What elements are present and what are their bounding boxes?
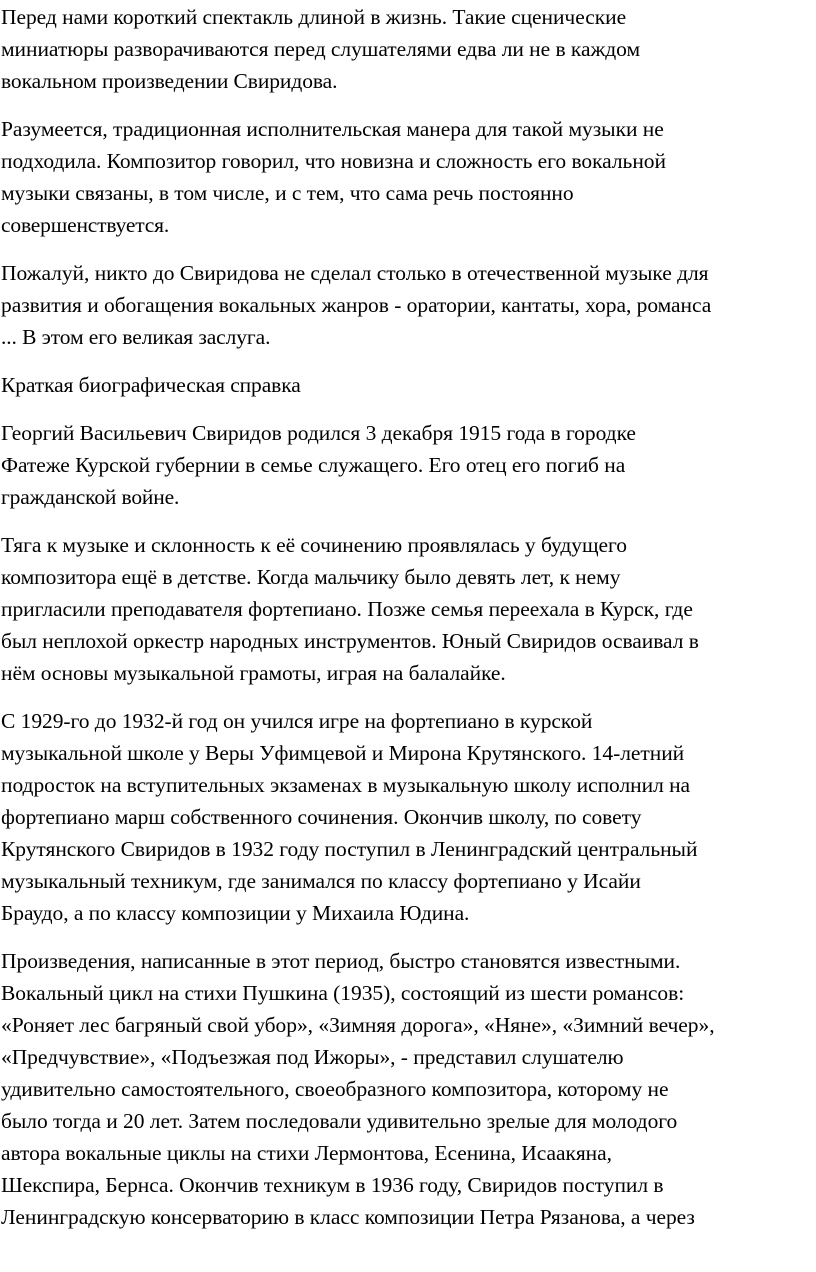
paragraph-early-works	[1, 945, 816, 1233]
text-line: развития и обогащения вокальных жанров - оратории, кантаты, хора, романса	[1, 293, 712, 317]
text-line: ... В этом его великая заслуга.	[1, 325, 271, 349]
paragraph-performance-manner	[1, 113, 816, 241]
paragraph-gap	[1, 689, 816, 705]
text-line: автора вокальные циклы на стихи Лермонтова, Есенина, Исаакяна,	[1, 1141, 612, 1165]
text-line: композитора ещё в детстве. Когда мальчику было девять лет, к нему	[1, 565, 621, 589]
text-line: Разумеется, традиционная исполнительская манера для такой музыки не	[1, 117, 664, 141]
paragraph-gap	[1, 353, 816, 369]
text-line: было тогда и 20 лет. Затем последовали удивительно зрелые для молодого	[1, 1109, 678, 1133]
text-line: Краткая биографическая справка	[1, 373, 301, 397]
text-line: подходила. Композитор говорил, что новизна и сложность его вокальной	[1, 149, 666, 173]
text-line: совершенствуется.	[1, 213, 170, 237]
text-line: миниатюры разворачиваются перед слушателями едва ли не в каждом	[1, 37, 641, 61]
text-line: пригласили преподавателя фортепиано. Позже семья переехала в Курск, где	[1, 597, 693, 621]
text-line: Тяга к музыке и склонность к её сочинению проявлялась у будущего	[1, 533, 627, 557]
text-line: Вокальный цикл на стихи Пушкина (1935), состоящий из шести романсов:	[1, 981, 685, 1005]
text-line: нём основы музыкальной грамоты, играя на балалайке.	[1, 661, 506, 685]
paragraph-gap	[1, 97, 816, 113]
text-line: Георгий Васильевич Свиридов родился 3 декабря 1915 года в городке	[1, 421, 636, 445]
text-line: музыкальной школе у Веры Уфимцевой и Мирона Крутянского. 14-летний	[1, 741, 685, 765]
text-line: подросток на вступительных экзаменах в музыкальную школу исполнил на	[1, 773, 691, 797]
text-line: вокальном произведении Свиридова.	[1, 69, 338, 93]
text-line: фортепиано марш собственного сочинения. Окончив школу, по совету	[1, 805, 642, 829]
text-line: удивительно самостоятельного, своеобразного композитора, которому не	[1, 1077, 669, 1101]
text-line: Произведения, написанные в этот период, быстро становятся известными.	[1, 949, 681, 973]
text-line: «Предчувствие», «Подъезжая под Ижоры», - представил слушателю	[1, 1045, 624, 1069]
text-line: музыкальный техникум, где занимался по классу фортепиано у Исайи	[1, 869, 641, 893]
paragraph-gap	[1, 241, 816, 257]
text-line: Пожалуй, никто до Свиридова не сделал столько в отечественной музыке для	[1, 261, 709, 285]
text-line: «Роняет лес багряный свой убор», «Зимняя дорога», «Няне», «Зимний вечер»,	[1, 1013, 715, 1037]
text-line: гражданской войне.	[1, 485, 180, 509]
paragraph-gap	[1, 401, 816, 417]
text-line: Перед нами короткий спектакль длиной в жизнь. Такие сценические	[1, 5, 627, 29]
text-line: Фатеже Курской губернии в семье служащего. Его отец его погиб на	[1, 453, 626, 477]
text-line: музыки связаны, в том числе, и с тем, что сама речь постоянно	[1, 181, 574, 205]
paragraph-performance-miniatures	[1, 1, 816, 97]
paragraph-birth	[1, 417, 816, 513]
text-line: С 1929-го до 1932-й год он учился игре на фортепиано в курской	[1, 709, 593, 733]
section-heading-biography	[1, 369, 816, 401]
text-line: Браудо, а по классу композиции у Михаила Юдина.	[1, 901, 470, 925]
text-line: Ленинградскую консерваторию в класс композиции Петра Рязанова, а через	[1, 1205, 695, 1229]
paragraph-gap	[1, 513, 816, 529]
text-line: Шекспира, Бернса. Окончив техникум в 1936 году, Свиридов поступил в	[1, 1173, 664, 1197]
paragraph-vocal-genres	[1, 257, 816, 353]
text-line: был неплохой оркестр народных инструментов. Юный Свиридов осваивал в	[1, 629, 699, 653]
text-line: Крутянского Свиридов в 1932 году поступил в Ленинградский центральный	[1, 837, 698, 861]
paragraph-gap	[1, 929, 816, 945]
paragraph-music-school	[1, 705, 816, 929]
paragraph-childhood	[1, 529, 816, 689]
